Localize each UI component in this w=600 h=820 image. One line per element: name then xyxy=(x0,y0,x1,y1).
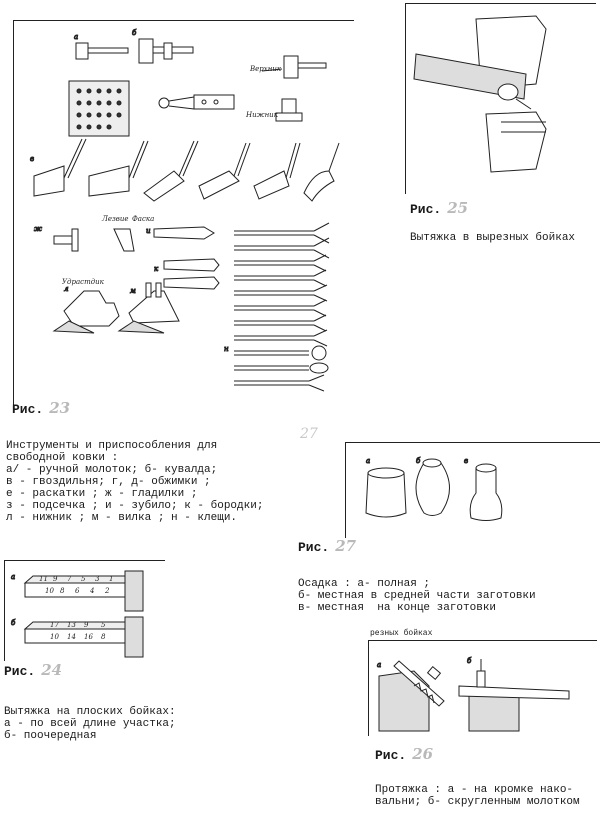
fig25-number: 25 xyxy=(447,199,469,217)
fig23-ris-text: Рис. xyxy=(12,402,44,417)
punch-icon xyxy=(146,227,219,289)
fig27-top-number-text: 27 xyxy=(300,426,318,442)
fig26-header: резных бойках xyxy=(370,629,433,638)
svg-text:л: л xyxy=(64,285,69,293)
fig24-ris xyxy=(4,661,63,679)
svg-text:а: а xyxy=(377,661,382,669)
end-upset xyxy=(470,466,502,521)
flat-dies-drawing xyxy=(5,561,165,661)
fig26-line-0: Протяжка : а - на кромке нако- xyxy=(375,784,574,796)
fig24-line-0: Вытяжка на плоских бойках: xyxy=(4,706,176,718)
fig24-at-4: 3 xyxy=(95,575,100,583)
svg-text:в: в xyxy=(30,155,35,163)
fig24-b-2: 16 xyxy=(84,633,93,641)
anvil-icon xyxy=(54,283,179,333)
fig23-line-2: а/ - ручной молоток; б- кувалда; xyxy=(6,464,218,476)
fig24-at-3: 5 xyxy=(81,575,86,583)
fig24-ris-text: Рис. xyxy=(4,664,36,679)
fig23-line-0: Инструменты и приспособления для xyxy=(6,440,218,452)
fig24-b-1: 14 xyxy=(67,633,76,641)
hand-hammer-icon xyxy=(74,33,128,59)
fig24-line-2: б- поочередная xyxy=(4,730,97,742)
lower-die xyxy=(486,112,546,172)
fig24-caption xyxy=(4,694,176,754)
fig27-line-2: в- местная на конце заготовки xyxy=(298,602,497,614)
fig24-a-3: 4 xyxy=(90,587,95,595)
swage-icon xyxy=(159,95,234,109)
fig24-b-0: 10 xyxy=(50,633,59,641)
nail-header-icon xyxy=(69,81,129,136)
fig27-ris-text: Рис. xyxy=(298,540,330,555)
fig24-a-4: 2 xyxy=(105,587,110,595)
fig24-bt-3: 5 xyxy=(101,621,106,629)
svg-text:б: б xyxy=(132,29,137,37)
verkhnik-label: Верхник xyxy=(250,65,282,73)
fig23-caption xyxy=(6,428,263,536)
fig24-a-1: 8 xyxy=(60,587,65,595)
middle-upset xyxy=(416,461,450,516)
fig24-bt-1: 13 xyxy=(67,621,76,629)
tongs-icon xyxy=(224,223,329,391)
fig23-illustration xyxy=(13,20,354,411)
fig23-line-3: в - гвоздильня; г, д- обжимки ; xyxy=(6,476,211,488)
faska-label: Фаска xyxy=(132,215,155,223)
fig26-line-1: вальни; б- скругленным молотком xyxy=(375,796,580,808)
fig24-bt-0: 17 xyxy=(50,621,59,629)
fig23-ris xyxy=(12,399,71,417)
fig24-at-2: 7 xyxy=(67,575,72,583)
udarnik-label: Удрастдик xyxy=(62,278,104,286)
fig24-number: 24 xyxy=(41,661,63,679)
fig27-caption xyxy=(298,566,536,626)
fig27-ris xyxy=(298,537,357,555)
sledgehammer-icon xyxy=(132,29,193,63)
svg-text:м: м xyxy=(130,287,136,295)
fig25-illustration xyxy=(405,3,596,194)
fig26-ris-text: Рис. xyxy=(375,748,407,763)
notched-dies-drawing xyxy=(406,4,596,194)
fig24-at-0: 11 xyxy=(39,575,48,583)
svg-text:и: и xyxy=(146,227,151,235)
fig27-line-1: б- местная в средней части заготовки xyxy=(298,590,536,602)
svg-text:в: в xyxy=(464,457,469,465)
fig23-line-1: свободной ковки : xyxy=(6,452,119,464)
fig25-title: Вытяжка в вырезных бойках xyxy=(410,232,576,244)
upsetting-drawing xyxy=(346,443,600,538)
svg-text:а: а xyxy=(74,33,79,41)
fig24-bt-2: 9 xyxy=(84,621,89,629)
fig27-number: 27 xyxy=(335,537,357,555)
svg-text:к: к xyxy=(154,265,159,273)
svg-text:н: н xyxy=(224,345,229,353)
fig25-ris xyxy=(410,199,469,217)
fig23-line-4: е - раскатки ; ж - гладилки ; xyxy=(6,488,198,500)
fig24-a-2: 6 xyxy=(75,587,80,595)
fig24-a-0: 10 xyxy=(45,587,54,595)
fig26-number: 26 xyxy=(412,745,434,763)
svg-text:б: б xyxy=(416,457,421,465)
svg-text:б: б xyxy=(11,619,16,627)
fig26-caption xyxy=(375,772,580,820)
chisel-icon xyxy=(34,225,134,251)
svg-text:а: а xyxy=(366,457,371,465)
svg-text:б: б xyxy=(467,657,472,665)
fullers-row xyxy=(30,139,339,201)
nizhnik-label: Нижник xyxy=(246,111,278,119)
tools-drawing xyxy=(14,21,354,411)
fig24-at-5: 1 xyxy=(109,575,114,583)
fig27-top-number xyxy=(300,428,318,440)
fig24-illustration xyxy=(4,560,165,661)
lower-die-icon xyxy=(276,99,302,121)
fig26-illustration xyxy=(368,640,597,736)
fig26-ris xyxy=(375,745,434,763)
lezvie-label: Лезвие xyxy=(102,215,129,223)
fig23-number: 23 xyxy=(49,399,71,417)
fig23-line-5: з - подсечка ; и - зубило; к - бородки; xyxy=(6,500,264,512)
fig24-at-1: 9 xyxy=(53,575,58,583)
svg-text:а: а xyxy=(11,573,16,581)
fig25-ris-text: Рис. xyxy=(410,202,442,217)
svg-text:ж: ж xyxy=(34,225,42,233)
fig27-illustration xyxy=(345,442,600,538)
fig24-b-3: 8 xyxy=(101,633,106,641)
drawing-out-drawing xyxy=(369,641,597,736)
fig23-line-6: л - нижник ; м - вилка ; н - клещи. xyxy=(6,512,238,524)
fig27-line-0: Осадка : а- полная ; xyxy=(298,578,431,590)
fig24-line-1: а - по всей длине участка; xyxy=(4,718,176,730)
